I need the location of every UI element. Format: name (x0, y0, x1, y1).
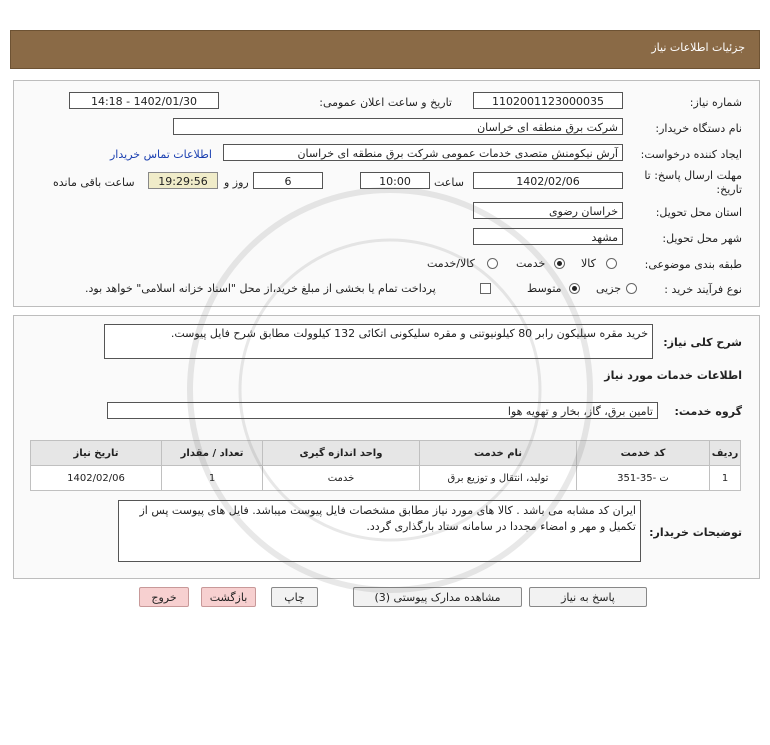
services-table (30, 440, 741, 491)
process-medium-radio[interactable] (569, 283, 580, 294)
table-header-row (31, 441, 741, 466)
buyer-contact-link[interactable]: اطلاعات تماس خریدار (110, 148, 212, 161)
col-service-code: کد خدمت (577, 441, 710, 466)
process-minor-label: جزیی (596, 282, 622, 295)
category-service-label: خدمت (516, 257, 546, 270)
creator-label: ایجاد کننده درخواست: (640, 148, 742, 161)
back-button[interactable]: بازگشت (201, 587, 256, 607)
view-attachments-button[interactable]: مشاهده مدارک پیوستی (3) (353, 587, 522, 607)
deadline-date-field[interactable]: 1402/02/06 (473, 172, 623, 189)
deadline-time-label: ساعت (434, 176, 464, 189)
buyer-notes-field[interactable]: ایران کد مشابه می باشد . کالا های مورد نیاز مطابق مشخصات فایل پیوست میباشد. فایل های پیوست پس از تکمیل و مهر و امضاء مجددا در سامانه ستاد بارگذاری گردد. (118, 500, 641, 562)
col-need-date: تاریخ نیاز (31, 441, 162, 466)
city-field[interactable]: مشهد (473, 228, 623, 245)
cell-quantity: 1 (162, 466, 263, 491)
print-button[interactable]: چاپ (271, 587, 318, 607)
province-label: استان محل تحویل: (655, 206, 742, 219)
remaining-time-label: ساعت باقی مانده (53, 176, 135, 189)
category-goods-label: کالا (581, 257, 596, 270)
cell-service-code: ت -35-351 (577, 466, 710, 491)
category-goods-service-label: کالا/خدمت (427, 257, 475, 270)
category-goods-service-radio[interactable] (487, 258, 498, 269)
announce-datetime-field[interactable]: 1402/01/30 - 14:18 (69, 92, 219, 109)
summary-label: شرح کلی نیاز: (663, 336, 742, 349)
services-heading: اطلاعات خدمات مورد نیاز (604, 369, 742, 382)
page-header (10, 30, 760, 69)
need-number-label: شماره نیاز: (689, 96, 742, 109)
col-row-number: ردیف (710, 441, 741, 466)
buyer-notes-label: توضیحات خریدار: (649, 526, 742, 539)
city-label: شهر محل تحویل: (662, 232, 742, 245)
service-group-field[interactable]: تامین برق، گاز، بخار و تهویه هوا (107, 402, 658, 419)
cell-service-name: تولید، انتقال و توزیع برق (420, 466, 577, 491)
creator-field[interactable]: آرش نیکومنش متصدی خدمات عمومی شرکت برق منطقه ای خراسان (223, 144, 623, 161)
treasury-payment-note: پرداخت تمام یا بخشی از مبلغ خرید،از محل "اسناد خزانه اسلامی" خواهد بود. (85, 282, 436, 295)
service-group-label: گروه خدمت: (674, 405, 742, 418)
need-number-field[interactable]: 1102001123000035 (473, 92, 623, 109)
purchase-process-label: نوع فرآیند خرید : (664, 283, 742, 296)
category-label: طبقه بندی موضوعی: (644, 258, 742, 271)
col-unit: واحد اندازه گیری (263, 441, 420, 466)
days-remaining-field[interactable]: 6 (253, 172, 323, 189)
col-quantity: تعداد / مقدار (162, 441, 263, 466)
cell-need-date: 1402/02/06 (31, 466, 162, 491)
page-title: جزئیات اطلاعات نیاز (651, 41, 745, 54)
deadline-time-field[interactable]: 10:00 (360, 172, 430, 189)
reply-button[interactable]: پاسخ به نیاز (529, 587, 647, 607)
province-field[interactable]: خراسان رضوی (473, 202, 623, 219)
announce-datetime-label: تاریخ و ساعت اعلان عمومی: (319, 96, 452, 109)
buyer-org-field[interactable]: شرکت برق منطقه ای خراسان (173, 118, 623, 135)
cell-unit: خدمت (263, 466, 420, 491)
need-info-panel (13, 80, 760, 307)
process-minor-radio[interactable] (626, 283, 637, 294)
deadline-date-label: تاریخ: (716, 183, 742, 196)
remaining-time-field: 19:29:56 (148, 172, 218, 189)
buyer-org-label: نام دستگاه خریدار: (655, 122, 742, 135)
exit-button[interactable]: خروج (139, 587, 189, 607)
category-goods-radio[interactable] (606, 258, 617, 269)
table-row (31, 466, 741, 491)
category-service-radio[interactable] (554, 258, 565, 269)
treasury-payment-checkbox[interactable] (480, 283, 491, 294)
cell-row-number: 1 (710, 466, 741, 491)
col-service-name: نام خدمت (420, 441, 577, 466)
process-medium-label: متوسط (527, 282, 562, 295)
days-label: روز و (224, 176, 249, 189)
summary-field[interactable]: خرید مقره سیلیکون رابر 80 کیلونیوتنی و مقره سلیکونی اتکائی 132 کیلوولت مطابق شرح فایل پیوست. (104, 324, 653, 359)
deadline-label: مهلت ارسال پاسخ: تا (644, 169, 742, 182)
